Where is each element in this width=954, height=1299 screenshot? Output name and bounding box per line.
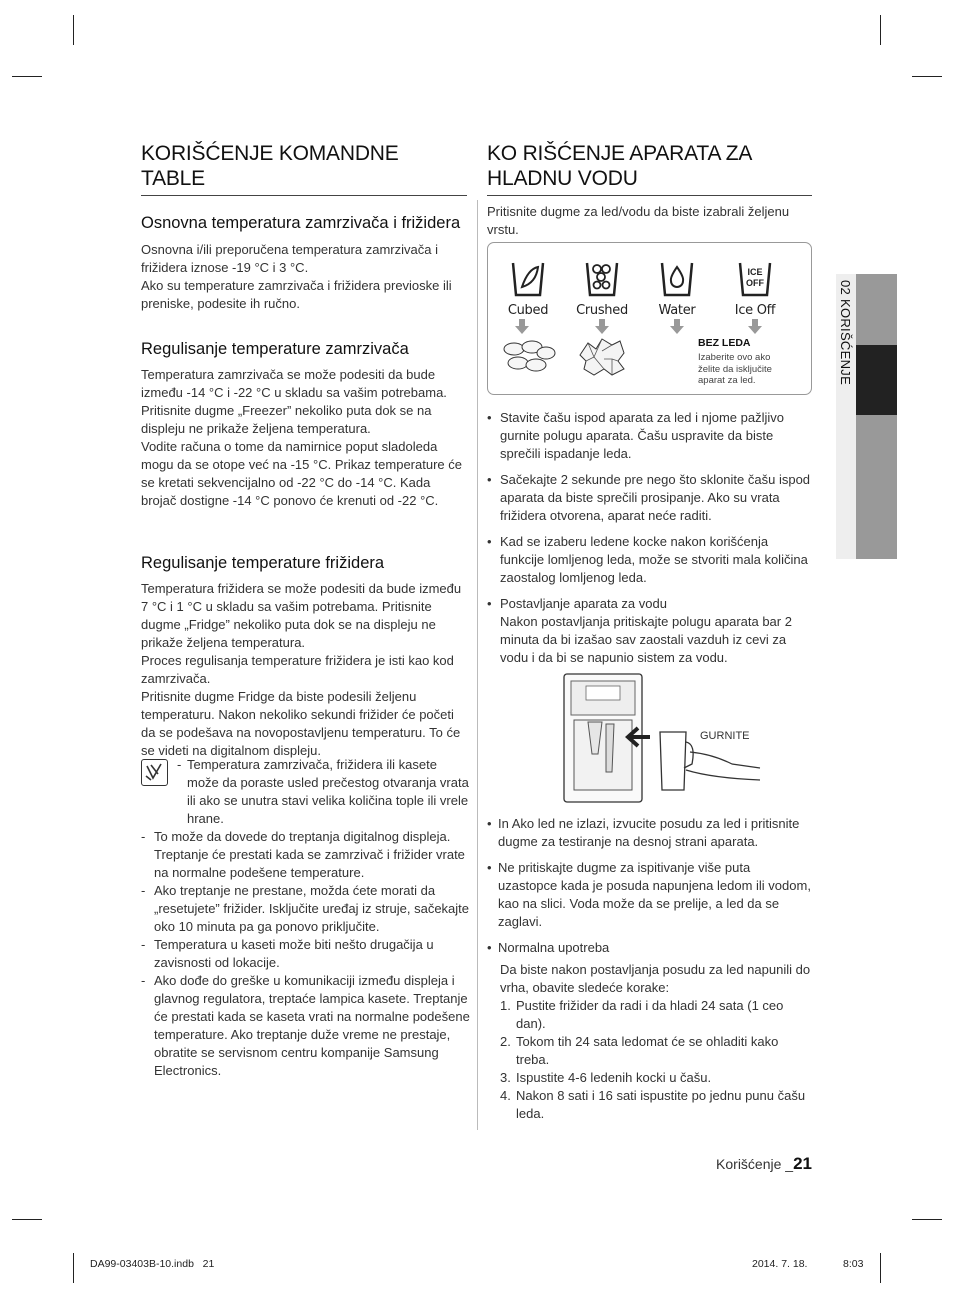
step-item: 1. Pustite frižider da radi i da hladi 24 sata (1 ceo dan). — [500, 998, 784, 1031]
list-item: • Sačekajte 2 sekunde pre nego što sklonite čašu ispod aparata da biste sprečili prosipanje. Ako su vrata frižidera otvorena, aparat neće raditi. — [487, 472, 811, 523]
bullets-second — [487, 815, 812, 965]
dispenser-panel — [487, 242, 812, 395]
sec1-para: Osnovna i/ili preporučena temperatura zamrzivača i frižidera iznose -19 °C i 3 °C. — [141, 242, 438, 275]
svg-text:ICE: ICE — [747, 267, 763, 277]
print-date: 2014. 7. 18. — [752, 1258, 808, 1270]
list-item: • Normalna upotreba — [487, 940, 610, 955]
sec2-para: Vodite računa o tome da namirnice poput sladoleda mogu da se otope već na -15 °C. Prikaz temperature će se kretati sekvencijalno od -22 °C do -14 °C. Kada brojač dostigne -14 °C ponovo će krenuti od -22 °C. — [141, 439, 462, 508]
down-arrow-icon — [514, 319, 530, 335]
crop-mark — [12, 76, 42, 77]
list-item: • Stavite čašu ispod aparata za led i njome pažljivo gurnite polugu aparata. Čašu uspravite da biste sprečili ispadanje leda. — [487, 410, 784, 461]
ice-cubes-illustration — [500, 337, 556, 377]
crop-mark — [912, 1219, 942, 1220]
print-file: DA99-03403B-10.indb 21 — [90, 1258, 215, 1270]
sec1-heading: Osnovna temperatura zamrzivača i frižidera — [141, 214, 461, 232]
step-item: 3. Ispustite 4-6 ledenih kocki u čašu. — [500, 1070, 712, 1085]
gurnite-label: GURNITE — [700, 730, 750, 742]
bez-leda-info — [698, 337, 808, 387]
ice-off-button[interactable] — [725, 259, 785, 318]
crop-mark — [73, 1253, 74, 1283]
crushed-ice-illustration — [576, 335, 628, 379]
sec3-para: Proces regulisanja temperature frižidera je isti kao kod zamrzivača. — [141, 653, 454, 686]
down-arrow-icon — [669, 319, 685, 335]
cubed-label: Cubed — [507, 303, 549, 318]
crushed-label: Crushed — [576, 303, 628, 318]
steps-list — [500, 997, 812, 1123]
down-arrow-icon — [594, 319, 610, 335]
bez-leda-title: BEZ LEDA — [698, 337, 751, 349]
water-icon — [657, 259, 697, 299]
note-item: - Ako treptanje ne prestane, možda ćete morati da „resetujete” frižider. Isključite uređaj iz struje, sačekajte oko 10 minuta pa ga ponovo priključite. — [141, 883, 470, 934]
right-intro: Pritisnite dugme za led/vodu da biste izabrali željenu vrstu. — [487, 204, 790, 237]
cubed-icon — [508, 259, 548, 299]
crop-mark — [880, 1253, 881, 1283]
svg-text:OFF: OFF — [746, 278, 764, 288]
note-item: - Temperatura u kaseti može biti nešto drugačija u zavisnosti od lokacije. — [141, 937, 434, 970]
bez-leda-desc: Izaberite ovo ako želite da isključite aparat za led. — [698, 352, 772, 386]
list-item: • Ne pritiskajte dugme za ispitivanje više puta uzastopce kada je posuda napunjena ledom ili vodom, kao na slici. Voda može da se prelije, a led da se zaglavi. — [487, 860, 811, 929]
side-tab-marker — [856, 345, 897, 415]
ice-off-label: Ice Off — [734, 303, 776, 318]
crushed-icon — [582, 259, 622, 299]
step-item: 4. Nakon 8 sati i 16 sati ispustite po jednu punu čašu leda. — [500, 1088, 806, 1121]
crop-mark — [73, 15, 74, 45]
side-tab-label: 02 KORIŠĆENJE — [838, 280, 853, 386]
left-column — [141, 141, 467, 760]
crop-mark — [912, 76, 942, 77]
normal-intro: Da biste nakon postavljanja posudu za led napunili do vrha, obavite sledeće korake: — [500, 962, 811, 995]
print-time: 8:03 — [843, 1258, 864, 1270]
sec2-para: Temperatura zamrzivača se može podesiti da bude između -14 °C i -22 °C u skladu sa vašim potrebama. Pritisnite dugme „Freezer” nekoliko puta dok se na displeju ne prikaže željena temperatura. — [141, 367, 447, 436]
list-item: • Kad se izaberu ledene kocke nakon korišćenja funkcije lomljenog leda, može se stvoriti mala količina zaostalog lomljenog leda. — [487, 534, 808, 585]
right-column — [487, 141, 812, 239]
note-item: - Ako dođe do greške u komunikaciji između displeja i glavnog regulatora, treptaće lampica kasete. Treptanje će prestati kada se kaseta vrati na normalne podešene temperature. Ako treptanje duže vreme ne prestaje, obratite se servisnom centru kompanije Samsung Electronics. — [141, 973, 470, 1078]
bullets-first — [487, 409, 812, 675]
cubed-button[interactable] — [498, 259, 558, 318]
note-block — [141, 756, 471, 1080]
water-label: Water — [658, 303, 696, 318]
step-item: 2. Tokom tih 24 sata ledomat će se ohladiti kako treba. — [500, 1034, 779, 1067]
list-item: • In Ako led ne izlazi, izvucite posudu za led i pritisnite dugme za testiranje na desnoj strani aparata. — [487, 816, 800, 849]
column-divider — [477, 200, 478, 1130]
left-title: KORIŠĆENJE KOMANDNE TABLE — [141, 141, 467, 196]
sec2-heading: Regulisanje temperature zamrzivača — [141, 340, 409, 358]
crushed-button[interactable] — [572, 259, 632, 318]
note-item: - To može da dovede do treptanja digitalnog displeja. Treptanje će prestati kada se zamrzivač i frižider vrate na normalne podešene temperature. — [141, 829, 465, 880]
note-item: - Temperatura zamrzivača, frižidera ili kasete može da poraste usled prečestog otvaranja vrata ili ako se unutra stavi velika količina tople ili vrele hrane. — [177, 757, 469, 826]
crop-mark — [880, 15, 881, 45]
sec3-heading: Regulisanje temperature frižidera — [141, 554, 385, 572]
list-item: • Postavljanje aparata za vodu Nakon postavljanja pritiskajte polugu aparata bar 2 minuta da bi izašao sav zaostali vazduh iz cevi za vodu i da bi se napunio sistem za vodu. — [487, 596, 792, 665]
water-button[interactable] — [647, 259, 707, 318]
right-title: KO RIŠĆENJE APARATA ZA HLADNU VODU — [487, 141, 812, 196]
crop-mark — [12, 1219, 42, 1220]
down-arrow-icon — [747, 319, 763, 335]
sec3-para: Pritisnite dugme Fridge da biste podesili željenu temperaturu. Nakon nekoliko sekundi frižider će početi da se podešava na novopostavljenu temperaturu. To će se videti na digitalnom displeju. — [141, 689, 461, 758]
side-tab — [856, 274, 897, 559]
normal-use-block — [500, 961, 812, 1123]
sec3-para: Temperatura frižidera se može podesiti da bude između 7 °C i 1 °C u skladu sa vašim potrebama. Pritisnite dugme „Fridge” nekoliko puta dok se na displeju ne prikaže željena temperatura. — [141, 581, 462, 650]
ice-off-icon — [735, 259, 775, 299]
sec1-para: Ako su temperature zamrzivača i frižidera previoske ili preniske, podesite ih ručno. — [141, 278, 452, 311]
page-number: Korišćenje _21 — [716, 1154, 812, 1173]
